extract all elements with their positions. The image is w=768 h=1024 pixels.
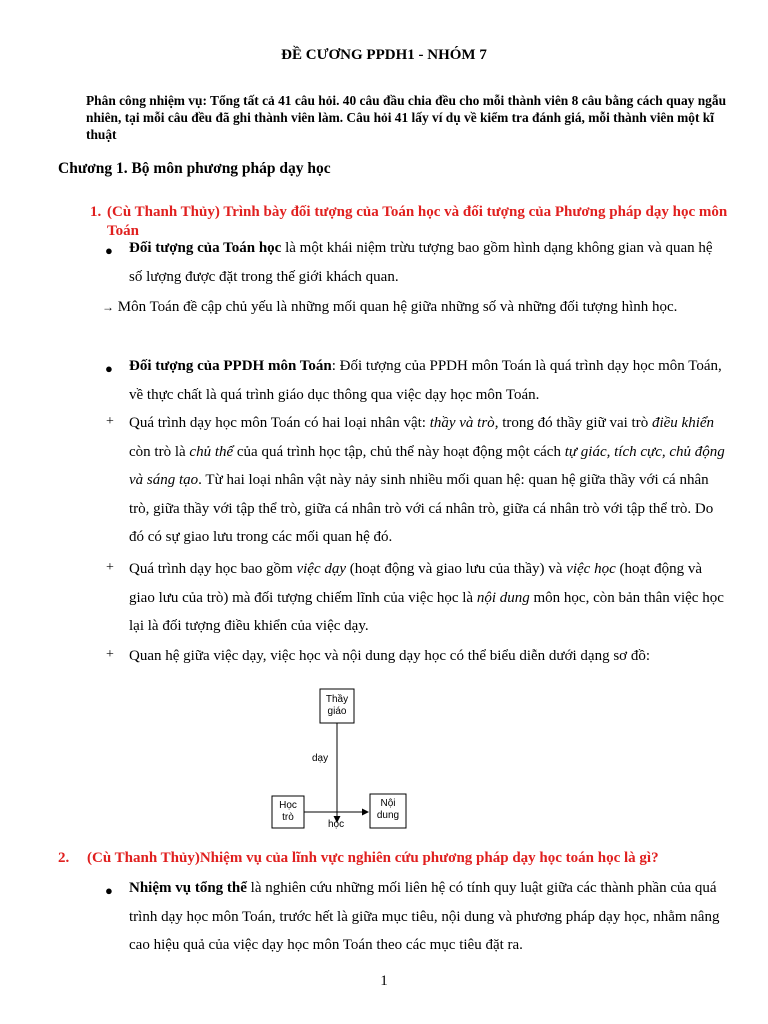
- text-run: , trong đó thầy giữ vai trò: [494, 415, 652, 431]
- chapter-heading: Chương 1. Bộ môn phương pháp dạy học: [58, 160, 331, 177]
- italic-run: tự giác, tích cực, chủ động và sáng tạo: [129, 443, 725, 489]
- paragraph-text: là một khái niệm trừu tượng bao gồm hình dạng không gian và quan hệ số lượng được đặt trong thế giới khách quan.: [129, 240, 713, 285]
- arrow-icon: →: [102, 300, 114, 314]
- question-text: (Cù Thanh Thủy) Trình bày đối tượng của Toán học và đối tượng của Phương pháp dạy học môn Toán: [107, 204, 728, 239]
- plus-paragraph: [129, 555, 729, 641]
- text-run: (hoạt động và giao lưu của thầy) và: [346, 561, 567, 577]
- content-label-line-1: Nội: [380, 798, 396, 809]
- assignment-note: Phân công nhiệm vụ: Tổng tất cả 41 câu hỏi. 40 câu đầu chia đều cho mỗi thành viên 8 câu bằng cách quay ngẫu nhiên, tại mỗi câu đều đã ghi thành viên làm. Câu hỏi 41 lấy ví dụ về kiểm tra đánh giá, mỗi thành viên một kĩ thuật: [86, 93, 727, 142]
- bullet-paragraph: [129, 234, 729, 291]
- text-run: còn trò là: [129, 443, 190, 460]
- plus-paragraph: [129, 409, 729, 552]
- question-2-heading: [58, 850, 748, 867]
- paragraph-text: : Đối tượng của PPDH môn Toán là quá trình dạy học môn Toán, về thực chất là quá trình giáo dục thông qua việc dạy học môn Toán.: [129, 358, 722, 403]
- teacher-label-line-2: giáo: [327, 706, 347, 717]
- italic-run: việc dạy: [296, 561, 347, 577]
- bullet-paragraph: [129, 352, 729, 409]
- content-label-line-2: dung: [376, 810, 400, 821]
- question-number: 2.: [58, 850, 70, 866]
- bullet-icon: ●: [105, 361, 113, 376]
- bold-term: Đối tượng của Toán học: [129, 240, 282, 256]
- text-run: (hoạt động và giao lưu của trò) mà đối tượng chiếm lĩnh của việc học là: [129, 561, 702, 606]
- student-label-line-1: Học: [279, 800, 297, 811]
- text-run: . Từ hai loại nhân vật này nảy sinh nhiều mối quan hệ: quan hệ giữa thầy với cá nhân trò, giữa thầy với tập thể trò, giữa cá nhân trò với cá nhân trò, giữa cá nhân trò với tập thể trò. Do đó có sự giao lưu trong các mối quan hệ đó.: [129, 472, 714, 546]
- arrow-paragraph: [102, 293, 729, 322]
- italic-run: điều khiển: [651, 415, 715, 431]
- bullet-icon: ●: [105, 243, 113, 258]
- italic-run: nội dung: [476, 589, 530, 606]
- paragraph-text: là nghiên cứu những mối liên hệ có tính quy luật giữa các thành phần của quá trình dạy học môn Toán, trước hết là giữa mục tiêu, nội dung và phương pháp dạy học, nhằm nâng cao hiệu quả của việc dạy học môn Toán theo các mục tiêu đặt ra.: [129, 880, 720, 954]
- text-run: Quá trình dạy học bao gồm: [129, 561, 297, 577]
- teaching-relationship-diagram: [268, 686, 428, 834]
- teach-label: dạy: [312, 753, 329, 764]
- italic-run: thầy và trò: [429, 415, 495, 431]
- student-label-line-2: trò: [282, 812, 294, 823]
- text-run: của quá trình học tập, chủ thể này hoạt động một cách: [233, 443, 565, 460]
- teacher-label-line-1: Thầy: [325, 694, 349, 705]
- plus-marker: +: [106, 414, 114, 429]
- question-number: 1.: [90, 204, 102, 220]
- text-run: Quá trình dạy học môn Toán có hai loại nhân vật:: [129, 415, 430, 431]
- plus-paragraph: Quan hệ giữa việc dạy, việc học và nội dung dạy học có thể biểu diễn dưới dạng sơ đồ:: [129, 648, 651, 664]
- question-text: (Cù Thanh Thủy)Nhiệm vụ của lĩnh vực nghiên cứu phương pháp dạy học toán học là gì?: [87, 850, 659, 866]
- italic-run: việc học: [566, 561, 616, 577]
- paragraph-text: Môn Toán đề cập chủ yếu là những mối quan hệ giữa những số và những đối tượng hình học.: [114, 299, 678, 315]
- plus-marker: +: [106, 560, 114, 575]
- bold-term: Nhiệm vụ tổng thể: [129, 880, 247, 896]
- document-title: ĐỀ CƯƠNG PPDH1 - NHÓM 7: [281, 47, 487, 63]
- teacher-box: [320, 689, 354, 723]
- learn-label: học: [328, 819, 345, 830]
- student-box: [272, 796, 304, 828]
- text-run: môn học, còn bản thân việc học lại là đối tượng điều khiển của việc dạy.: [129, 589, 724, 635]
- bold-term: Đối tượng của PPDH môn Toán: [129, 358, 332, 374]
- plus-marker: +: [106, 647, 114, 662]
- content-box: [370, 794, 406, 828]
- italic-run: chủ thể: [189, 443, 234, 460]
- page-number: 1: [380, 973, 388, 989]
- bullet-paragraph: [129, 874, 729, 960]
- bullet-icon: ●: [105, 883, 113, 898]
